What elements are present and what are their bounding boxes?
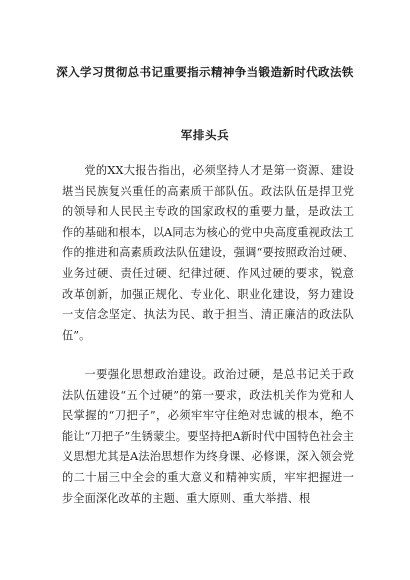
body-paragraph-1: 党的XX大报告指出，必须坚持人才是第一资源、建设堪当民族复兴重任的高素质干部队伍。政法队伍是捍卫党的领导和人民民主专政的国家政权的重要力量，是政法工作的基础和根本，以A同志为核心的党中央高度重视政法工作的推进和高素质政法队伍建设，强调“要按照政治过硬、业务过硬、责任过硬、纪律过硬、作风过硬的要求，锐意改革创新，加强正规化、专业化、职业化建设，努力建设一支信念坚定、执法为民、敢于担当、清正廉洁的政法队伍”。 [62,164,354,342]
document-title-line-2: 军排头兵 [180,128,230,142]
document-title-line-1: 深入学习贯彻总书记重要指示精神争当锻造新时代政法铁 [56,65,354,79]
body-paragraph-2: 一要强化思想政治建设。政治过硬，是总书记关于政法队伍建设“五个过硬”的第一要求，政法机关作为党和人民掌握的“刀把子”，必须牢牢守住绝对忠诚的根本，绝不能让“刀把子”生锈蒙尘。要坚持把A新时代中国特色社会主义思想尤其是A法治思想作为终身课、必修课，深入领会党的二十届三中全会的重大意义和精神实质，牢牢把握进一步全面深化改革的主题、重大原则、重大举措、根 [62,368,354,505]
